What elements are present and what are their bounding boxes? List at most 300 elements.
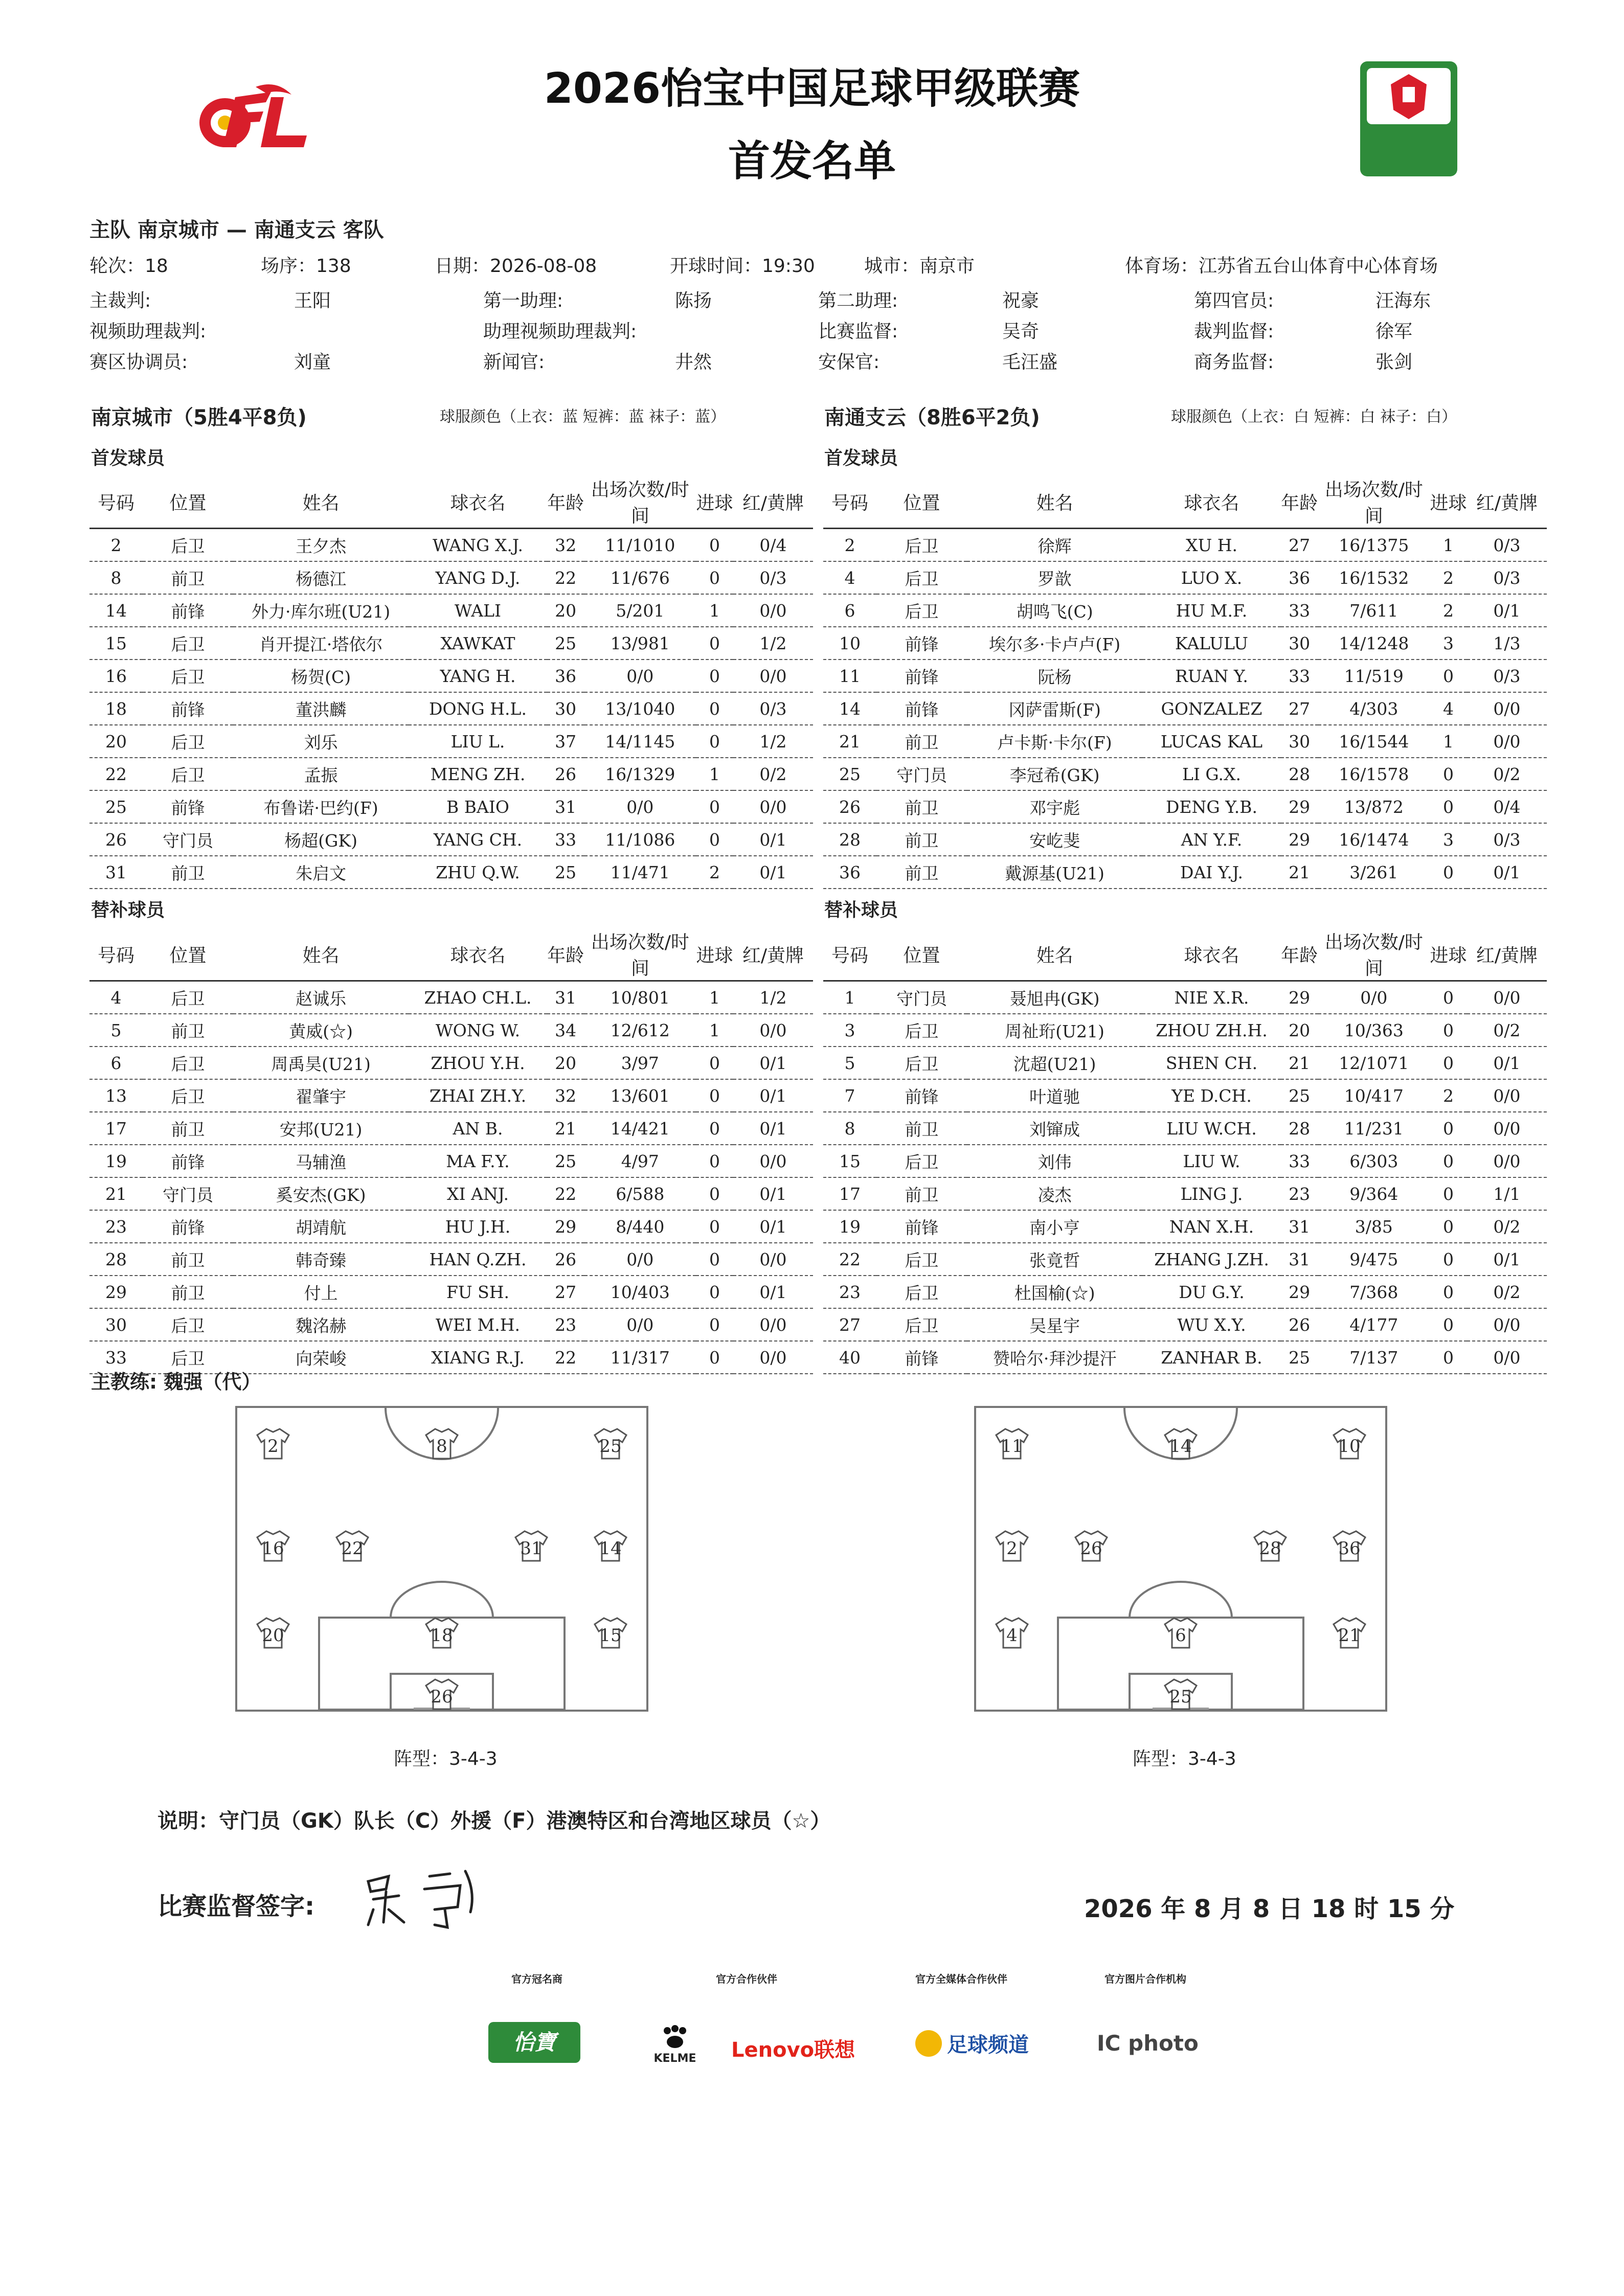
table-row (823, 1308, 1547, 1341)
table-cell: 33 (1281, 1145, 1318, 1177)
table-cell: 0 (696, 790, 733, 823)
table-cell: 0/1 (733, 823, 813, 856)
table-cell: ZHU Q.W. (409, 856, 547, 889)
table-cell: 李冠希(GK) (967, 758, 1142, 790)
column-header: 红/黄牌 (733, 475, 813, 529)
column-header: 姓名 (233, 928, 409, 981)
table-cell: 0/2 (1467, 1014, 1547, 1047)
table-cell: RUAN Y. (1142, 660, 1281, 692)
table-cell: 0/1 (733, 1276, 813, 1308)
table-cell: 沈超(U21) (967, 1047, 1142, 1079)
table-cell: 0/1 (733, 1047, 813, 1079)
official-role: 赛区协调员: (89, 352, 188, 373)
table-cell: 凌杰 (967, 1177, 1142, 1210)
table-cell: 付上 (233, 1276, 409, 1308)
table-cell: 0/1 (1467, 594, 1547, 627)
table-cell: 0/1 (733, 1177, 813, 1210)
table-cell: 0 (696, 692, 733, 725)
table-row (823, 1145, 1547, 1177)
table-cell: DENG Y.B. (1142, 790, 1281, 823)
table-cell: LUCAS KAL (1142, 725, 1281, 758)
official-role: 裁判监督: (1194, 321, 1274, 342)
table-cell: 8 (823, 1112, 876, 1145)
table-cell: 刘乐 (233, 725, 409, 758)
table-cell: 3/261 (1318, 856, 1430, 889)
table-cell: 3 (823, 1014, 876, 1047)
table-cell: 2 (89, 529, 143, 562)
table-row (823, 692, 1547, 725)
table-cell: 1/2 (733, 627, 813, 660)
table-row (823, 1079, 1547, 1112)
column-header: 年龄 (1281, 475, 1318, 529)
table-cell: 15 (89, 627, 143, 660)
table-row (89, 660, 813, 692)
table-cell: 0 (696, 1308, 733, 1341)
table-cell: HU M.F. (1142, 594, 1281, 627)
table-cell: 13/601 (584, 1079, 696, 1112)
table-cell: 后卫 (143, 529, 233, 562)
official-name: 王阳 (294, 290, 331, 311)
table-cell: 0/0 (1467, 1145, 1547, 1177)
table-cell: LIU W. (1142, 1145, 1281, 1177)
table-cell: 30 (1281, 627, 1318, 660)
table-cell: 0/4 (733, 529, 813, 562)
table-cell: 1/2 (733, 981, 813, 1014)
table-row (823, 561, 1547, 594)
player-jersey-icon (1252, 1529, 1288, 1563)
table-row (89, 529, 813, 562)
table-cell: DONG H.L. (409, 692, 547, 725)
table-cell: 刘镩成 (967, 1112, 1142, 1145)
table-cell: 杜国榆(☆) (967, 1276, 1142, 1308)
table-cell: 0/4 (1467, 790, 1547, 823)
away-subs-table (823, 928, 1547, 1374)
away-starters-label: 首发球员 (824, 448, 898, 469)
table-cell: 布鲁诺·巴约(F) (233, 790, 409, 823)
player-jersey-icon (424, 1616, 460, 1650)
player-jersey-icon (513, 1529, 549, 1563)
table-cell: 28 (1281, 758, 1318, 790)
table-cell: 0 (696, 627, 733, 660)
table-row (823, 1014, 1547, 1047)
table-cell: 0 (1430, 1177, 1467, 1210)
table-row (89, 725, 813, 758)
table-cell: SHEN CH. (1142, 1047, 1281, 1079)
table-cell: 后卫 (143, 627, 233, 660)
table-cell: 外力·库尔班(U21) (233, 594, 409, 627)
table-cell: 守门员 (143, 1177, 233, 1210)
official-role: 主裁判: (89, 290, 151, 311)
table-cell: 21 (1281, 1047, 1318, 1079)
table-cell: ZHANG J.ZH. (1142, 1243, 1281, 1276)
table-cell: 4 (823, 561, 876, 594)
table-cell: 22 (547, 1341, 584, 1374)
column-header: 位置 (876, 928, 967, 981)
table-cell: 翟肇宇 (233, 1079, 409, 1112)
player-jersey-icon (994, 1616, 1030, 1650)
table-cell: 后卫 (876, 594, 967, 627)
table-cell: 0 (1430, 981, 1467, 1014)
jersey-number: 10 (1338, 1436, 1361, 1457)
away-formation: 阵型：3-4-3 (1133, 1748, 1236, 1769)
table-cell: 0/0 (733, 1308, 813, 1341)
table-cell: 后卫 (143, 725, 233, 758)
table-row (823, 790, 1547, 823)
table-cell: NIE X.R. (1142, 981, 1281, 1014)
table-cell: 17 (89, 1112, 143, 1145)
table-cell: 21 (823, 725, 876, 758)
table-cell: 2 (1430, 594, 1467, 627)
table-cell: 29 (1281, 823, 1318, 856)
table-cell: 32 (547, 529, 584, 562)
table-cell: 周祉珩(U21) (967, 1014, 1142, 1047)
table-cell: 26 (89, 823, 143, 856)
table-cell: 2 (1430, 561, 1467, 594)
table-cell: 3/85 (1318, 1210, 1430, 1243)
home-starters-table (89, 475, 813, 889)
table-row (89, 561, 813, 594)
table-cell: 5 (89, 1014, 143, 1047)
table-row (89, 1276, 813, 1308)
player-jersey-icon (1163, 1616, 1199, 1650)
table-cell: 0/3 (1467, 660, 1547, 692)
column-header: 年龄 (547, 475, 584, 529)
table-cell: 后卫 (876, 1243, 967, 1276)
teams-line: 主队 南京城市 — 南通支云 客队 (89, 218, 384, 242)
table-cell: 0/0 (584, 1243, 696, 1276)
player-jersey-icon (1332, 1616, 1367, 1650)
table-cell: 前锋 (143, 1145, 233, 1177)
table-cell: 0/0 (1467, 1112, 1547, 1145)
yibao-logo (1358, 59, 1460, 179)
table-cell: 1/2 (733, 725, 813, 758)
table-cell: 韩奇臻 (233, 1243, 409, 1276)
table-cell: 13/872 (1318, 790, 1430, 823)
official-role: 比赛监督: (818, 321, 898, 342)
table-cell: 11/1010 (584, 529, 696, 562)
table-row (89, 627, 813, 660)
table-row (823, 823, 1547, 856)
table-cell: 阮杨 (967, 660, 1142, 692)
official-name: 吴奇 (1002, 321, 1040, 342)
table-cell: 0/1 (1467, 1243, 1547, 1276)
table-cell: 周禹昊(U21) (233, 1047, 409, 1079)
table-cell: 0/0 (1467, 725, 1547, 758)
signature-time: 2026 年 8 月 8 日 18 时 15 分 (1084, 1895, 1455, 1923)
table-cell: 后卫 (143, 981, 233, 1014)
official-role: 第一助理: (483, 290, 563, 311)
sponsor-lenovo-logo: Lenovo联想 (731, 2038, 855, 2062)
table-cell: 1 (1430, 529, 1467, 562)
column-header: 位置 (143, 928, 233, 981)
table-row (823, 1047, 1547, 1079)
table-cell: 28 (89, 1243, 143, 1276)
table-cell: 0/0 (733, 1243, 813, 1276)
jersey-number: 14 (1169, 1436, 1192, 1457)
table-cell: 徐辉 (967, 529, 1142, 562)
table-cell: ZHAI ZH.Y. (409, 1079, 547, 1112)
sponsor-yibao-logo: 怡寶 (488, 2022, 580, 2063)
table-cell: DU G.Y. (1142, 1276, 1281, 1308)
column-header: 号码 (89, 475, 143, 529)
table-cell: 13/981 (584, 627, 696, 660)
table-cell: 27 (547, 1276, 584, 1308)
table-cell: 0 (696, 1079, 733, 1112)
table-cell: 后卫 (876, 1276, 967, 1308)
table-cell: 0/0 (733, 1341, 813, 1374)
table-cell: 0/0 (584, 1308, 696, 1341)
player-jersey-icon (1163, 1677, 1199, 1711)
column-header: 红/黄牌 (1467, 475, 1547, 529)
table-cell: 2 (823, 529, 876, 562)
table-cell: 0/0 (733, 660, 813, 692)
jersey-number: 14 (599, 1538, 622, 1559)
table-cell: 26 (547, 758, 584, 790)
table-cell: 18 (89, 692, 143, 725)
table-cell: XI ANJ. (409, 1177, 547, 1210)
table-cell: 赞哈尔·拜沙提汗 (967, 1341, 1142, 1374)
table-cell: 26 (547, 1243, 584, 1276)
table-cell: 前锋 (143, 692, 233, 725)
jersey-number: 15 (599, 1625, 622, 1646)
table-cell: 0 (696, 1210, 733, 1243)
home-subs-label: 替补球员 (91, 900, 165, 921)
table-cell: 向荣峻 (233, 1341, 409, 1374)
table-cell: 31 (1281, 1243, 1318, 1276)
table-row (89, 692, 813, 725)
jersey-number: 16 (262, 1538, 284, 1559)
table-cell: 朱启文 (233, 856, 409, 889)
table-cell: 0 (1430, 1014, 1467, 1047)
table-cell: 9/364 (1318, 1177, 1430, 1210)
column-header: 出场次数/时间 (584, 928, 696, 981)
table-cell: 杨贺(C) (233, 660, 409, 692)
table-row (89, 594, 813, 627)
table-row (89, 1079, 813, 1112)
jersey-number: 26 (431, 1687, 453, 1707)
table-cell: 后卫 (143, 1079, 233, 1112)
table-cell: 4 (1430, 692, 1467, 725)
table-cell: 16/1578 (1318, 758, 1430, 790)
table-row (823, 856, 1547, 889)
official-role: 第四官员: (1194, 290, 1274, 311)
table-row (89, 1177, 813, 1210)
table-cell: LUO X. (1142, 561, 1281, 594)
table-cell: 0 (1430, 1210, 1467, 1243)
table-cell: 20 (547, 1047, 584, 1079)
table-row (823, 660, 1547, 692)
player-jersey-icon (593, 1529, 628, 1563)
column-header: 年龄 (547, 928, 584, 981)
table-cell: 0/0 (733, 1014, 813, 1047)
jersey-number: 18 (431, 1625, 453, 1646)
player-jersey-icon (593, 1616, 628, 1650)
table-cell: 14/421 (584, 1112, 696, 1145)
official-name: 张剑 (1375, 352, 1413, 373)
match-number: 场序：138 (261, 256, 351, 277)
table-cell: 0/3 (733, 692, 813, 725)
table-cell: 0 (696, 660, 733, 692)
column-header: 姓名 (967, 475, 1142, 529)
table-cell: 31 (547, 790, 584, 823)
table-cell: 23 (547, 1308, 584, 1341)
away-team-name: 南通支云（8胜6平2负) (824, 406, 1040, 429)
table-cell: 1 (696, 1014, 733, 1047)
jersey-number: 2 (1006, 1538, 1018, 1559)
table-cell: 孟振 (233, 758, 409, 790)
table-cell: 31 (1281, 1210, 1318, 1243)
table-cell: 0/0 (1467, 1079, 1547, 1112)
table-cell: 前卫 (143, 1276, 233, 1308)
table-cell: WONG W. (409, 1014, 547, 1047)
column-header: 红/黄牌 (733, 928, 813, 981)
table-cell: 0 (696, 1243, 733, 1276)
table-cell: XIANG R.J. (409, 1341, 547, 1374)
table-cell: 11/317 (584, 1341, 696, 1374)
away-formation-pitch (974, 1406, 1387, 1712)
table-cell: 29 (1281, 790, 1318, 823)
official-role: 安保官: (818, 352, 880, 373)
table-cell: LIU W.CH. (1142, 1112, 1281, 1145)
home-formation: 阵型：3-4-3 (394, 1748, 498, 1769)
official-role: 视频助理裁判: (89, 321, 207, 342)
table-cell: 0/0 (1467, 1341, 1547, 1374)
table-cell: 25 (547, 856, 584, 889)
table-cell: 0/1 (733, 1112, 813, 1145)
table-cell: 11/519 (1318, 660, 1430, 692)
table-cell: 前卫 (876, 725, 967, 758)
jersey-number: 26 (1080, 1538, 1102, 1559)
table-cell: 25 (823, 758, 876, 790)
table-cell: 5 (823, 1047, 876, 1079)
table-cell: 14 (89, 594, 143, 627)
jersey-number: 36 (1338, 1538, 1361, 1559)
table-cell: 14/1248 (1318, 627, 1430, 660)
table-cell: 27 (1281, 529, 1318, 562)
football-channel-icon (915, 2030, 942, 2057)
table-cell: 前卫 (876, 856, 967, 889)
jersey-number: 22 (341, 1538, 364, 1559)
table-cell: 魏洺赫 (233, 1308, 409, 1341)
column-header: 姓名 (967, 928, 1142, 981)
table-row (823, 981, 1547, 1014)
table-cell: 23 (1281, 1177, 1318, 1210)
table-cell: 2 (696, 856, 733, 889)
table-cell: 前锋 (143, 790, 233, 823)
table-cell: 10/403 (584, 1276, 696, 1308)
table-cell: 33 (1281, 660, 1318, 692)
official-name: 刘童 (294, 352, 331, 373)
table-cell: 杨德江 (233, 561, 409, 594)
table-cell: 37 (547, 725, 584, 758)
table-cell: 0/0 (1467, 1308, 1547, 1341)
player-jersey-icon (424, 1677, 460, 1711)
jersey-number: 20 (262, 1625, 284, 1646)
table-cell: 冈萨雷斯(F) (967, 692, 1142, 725)
table-cell: 12/1071 (1318, 1047, 1430, 1079)
table-cell: ZHOU ZH.H. (1142, 1014, 1281, 1047)
table-cell: 奚安杰(GK) (233, 1177, 409, 1210)
table-cell: 7/611 (1318, 594, 1430, 627)
table-cell: 0 (1430, 1047, 1467, 1079)
column-header: 号码 (823, 475, 876, 529)
table-cell: 后卫 (876, 1047, 967, 1079)
table-cell: 埃尔多·卡卢卢(F) (967, 627, 1142, 660)
table-cell: MENG ZH. (409, 758, 547, 790)
table-row (89, 1243, 813, 1276)
table-cell: 10/417 (1318, 1079, 1430, 1112)
table-cell: 1 (823, 981, 876, 1014)
table-cell: 29 (1281, 1276, 1318, 1308)
column-header: 进球 (696, 475, 733, 529)
table-cell: 16/1532 (1318, 561, 1430, 594)
table-row (89, 823, 813, 856)
table-cell: 前卫 (143, 1243, 233, 1276)
sponsor-header-photo: 官方图片合作机构 (1104, 1973, 1186, 1985)
table-cell: 25 (547, 627, 584, 660)
away-subs-label: 替补球员 (824, 900, 898, 921)
table-cell: 12/612 (584, 1014, 696, 1047)
table-cell: 前锋 (876, 627, 967, 660)
table-cell: 7/368 (1318, 1276, 1430, 1308)
table-cell: 0/3 (1467, 529, 1547, 562)
table-cell: KALULU (1142, 627, 1281, 660)
table-cell: 前锋 (876, 660, 967, 692)
table-cell: 0/1 (733, 856, 813, 889)
table-cell: 36 (1281, 561, 1318, 594)
table-cell: 1 (696, 594, 733, 627)
table-cell: 0 (696, 1047, 733, 1079)
table-row (823, 1243, 1547, 1276)
home-team-name: 南京城市（5胜4平8负) (91, 406, 307, 429)
table-cell: 26 (823, 790, 876, 823)
table-cell: 0 (696, 1145, 733, 1177)
table-cell: 6/303 (1318, 1145, 1430, 1177)
table-cell: 31 (547, 981, 584, 1014)
table-cell: 0/3 (1467, 561, 1547, 594)
table-cell: 后卫 (143, 1308, 233, 1341)
table-cell: 29 (1281, 981, 1318, 1014)
table-cell: 前卫 (876, 1112, 967, 1145)
table-cell: 21 (89, 1177, 143, 1210)
table-cell: 25 (89, 790, 143, 823)
table-cell: WALI (409, 594, 547, 627)
column-header: 出场次数/时间 (1318, 475, 1430, 529)
official-name: 毛汪盛 (1002, 352, 1058, 373)
jersey-number: 6 (1175, 1625, 1186, 1646)
column-header: 出场次数/时间 (584, 475, 696, 529)
table-cell: 邓宇彪 (967, 790, 1142, 823)
away-kit-colors: 球服颜色（上衣：白 短裤：白 袜子：白） (1171, 408, 1457, 426)
table-cell: 29 (89, 1276, 143, 1308)
player-jersey-icon (593, 1427, 628, 1461)
table-cell: 吴星宇 (967, 1308, 1142, 1341)
table-cell: 16/1329 (584, 758, 696, 790)
table-row (89, 981, 813, 1014)
table-cell: 安邦(U21) (233, 1112, 409, 1145)
official-role: 新闻官: (483, 352, 545, 373)
table-cell: 0 (1430, 1243, 1467, 1276)
table-cell: 王夕杰 (233, 529, 409, 562)
table-row (823, 1177, 1547, 1210)
table-cell: YANG D.J. (409, 561, 547, 594)
table-cell: 6/588 (584, 1177, 696, 1210)
football-channel-text: 足球频道 (947, 2033, 1029, 2057)
table-cell: 14 (823, 692, 876, 725)
player-jersey-icon (1332, 1427, 1367, 1461)
official-name: 祝豪 (1002, 290, 1040, 311)
player-jersey-icon (424, 1427, 460, 1461)
